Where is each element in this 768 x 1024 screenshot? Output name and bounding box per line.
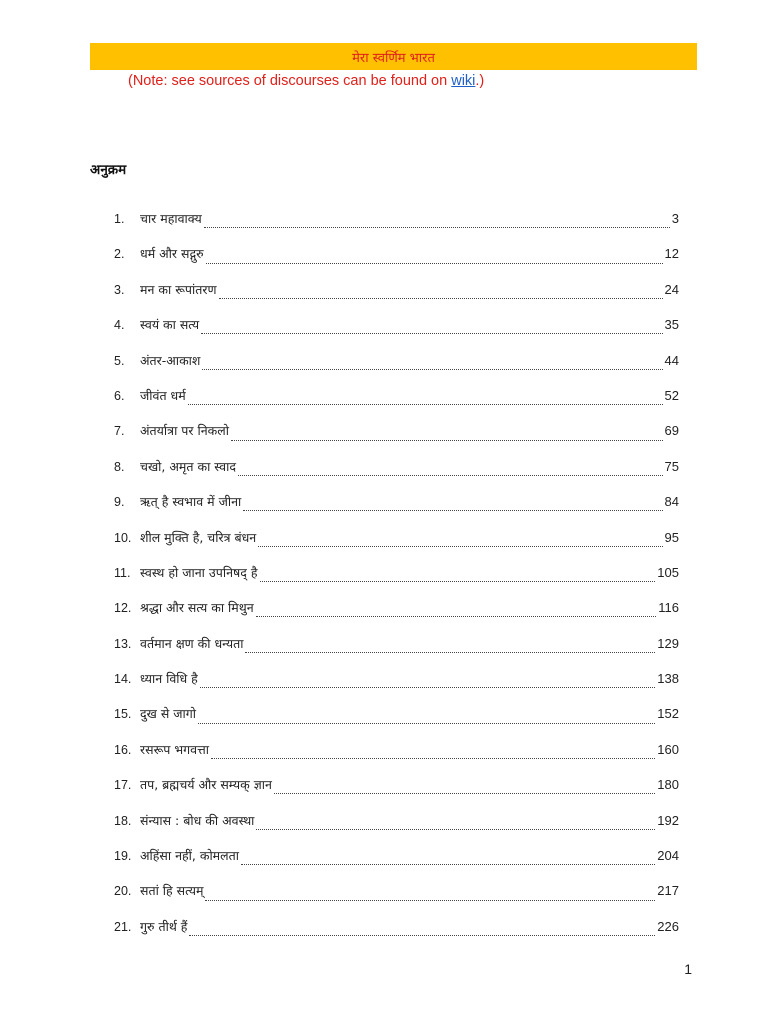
contents-heading: अनुक्रम xyxy=(90,162,127,178)
page-number: 1 xyxy=(684,961,692,977)
toc-entry[interactable] xyxy=(114,915,679,950)
toc-entry-title: रसरूप भगवत्ता xyxy=(140,741,209,757)
toc-entry[interactable] xyxy=(114,596,679,631)
toc-entry[interactable] xyxy=(114,738,679,773)
toc-entry-page: 116 xyxy=(658,600,679,616)
note-text-before: (Note: see sources of discourses can be found on xyxy=(128,73,452,89)
toc-entry-number: 7. xyxy=(114,424,125,439)
toc-entry-number: 3. xyxy=(114,282,125,297)
dot-leader xyxy=(245,652,655,653)
toc-entry-number: 2. xyxy=(114,247,125,262)
dot-leader xyxy=(205,900,655,901)
toc-entry-title: चखो, अमृत का स्वाद xyxy=(140,458,236,474)
toc-entry[interactable] xyxy=(114,242,679,277)
toc-entry-number: 13. xyxy=(114,636,132,651)
table-of-contents xyxy=(114,207,679,950)
toc-entry-page: 204 xyxy=(657,848,679,864)
toc-entry-title: सतां हि सत्यम् xyxy=(140,883,204,899)
toc-entry-page: 105 xyxy=(657,564,679,580)
toc-entry-number: 8. xyxy=(114,459,125,474)
dot-leader xyxy=(260,581,656,582)
dot-leader xyxy=(274,793,655,794)
toc-entry-page: 138 xyxy=(657,671,679,687)
toc-entry[interactable] xyxy=(114,667,679,702)
toc-entry-page: 24 xyxy=(664,281,679,297)
toc-entry-number: 20. xyxy=(114,884,132,899)
toc-entry-number: 9. xyxy=(114,495,125,510)
dot-leader xyxy=(256,616,657,617)
toc-entry[interactable] xyxy=(114,455,679,490)
toc-entry-page: 44 xyxy=(664,352,679,368)
dot-leader xyxy=(198,723,655,724)
toc-entry[interactable] xyxy=(114,207,679,242)
dot-leader xyxy=(206,263,663,264)
dot-leader xyxy=(189,935,655,936)
toc-entry-number: 11. xyxy=(114,565,131,580)
toc-entry-number: 19. xyxy=(114,849,132,864)
dot-leader xyxy=(200,687,655,688)
dot-leader xyxy=(202,369,662,370)
toc-entry[interactable] xyxy=(114,773,679,808)
toc-entry-number: 1. xyxy=(114,212,125,226)
toc-entry-title: संन्यास : बोध की अवस्था xyxy=(140,812,255,828)
toc-entry-title: ऋत् है स्वभाव में जीना xyxy=(140,494,242,510)
toc-entry-title: मन का रूपांतरण xyxy=(140,281,217,297)
dot-leader xyxy=(258,546,662,547)
toc-entry-number: 18. xyxy=(114,813,132,828)
toc-entry-title: स्वयं का सत्य xyxy=(140,317,200,333)
dot-leader xyxy=(188,404,663,405)
toc-entry-number: 17. xyxy=(114,778,132,793)
toc-entry-number: 4. xyxy=(114,318,125,333)
sources-note xyxy=(128,73,484,89)
toc-entry[interactable] xyxy=(114,809,679,844)
toc-entry-page: 12 xyxy=(664,246,679,262)
toc-entry[interactable] xyxy=(114,278,679,313)
toc-entry-title: चार महावाक्य xyxy=(140,211,202,226)
dot-leader xyxy=(211,758,655,759)
toc-entry-page: 84 xyxy=(664,494,679,510)
toc-entry-page: 180 xyxy=(657,777,679,793)
toc-entry-title: तप, ब्रह्मचर्य और सम्यक् ज्ञान xyxy=(140,777,272,793)
dot-leader xyxy=(219,298,663,299)
toc-entry-page: 129 xyxy=(657,635,679,651)
toc-entry-number: 5. xyxy=(114,353,125,368)
title-banner xyxy=(90,43,697,70)
toc-entry[interactable] xyxy=(114,561,679,596)
toc-entry-page: 217 xyxy=(657,883,679,899)
toc-entry[interactable] xyxy=(114,313,679,348)
toc-entry-title: गुरु तीर्थ हैं xyxy=(140,918,188,934)
toc-entry-page: 75 xyxy=(664,458,679,474)
toc-entry-number: 10. xyxy=(114,530,132,545)
toc-entry-page: 152 xyxy=(657,706,679,722)
toc-entry-title: स्वस्थ हो जाना उपनिषद् है xyxy=(140,564,258,580)
toc-entry-title: शील मुक्ति है, चरित्र बंधन xyxy=(140,529,257,545)
toc-entry-number: 6. xyxy=(114,388,125,403)
dot-leader xyxy=(201,333,662,334)
toc-entry-page: 3 xyxy=(671,211,679,226)
toc-entry-title: धर्म और सद्गुरु xyxy=(140,246,204,262)
toc-entry-page: 95 xyxy=(664,529,679,545)
toc-entry-title: अहिंसा नहीं, कोमलता xyxy=(140,848,239,864)
toc-entry[interactable] xyxy=(114,879,679,914)
toc-entry[interactable] xyxy=(114,349,679,384)
toc-entry-page: 52 xyxy=(664,387,679,403)
toc-entry-number: 21. xyxy=(114,919,132,934)
toc-entry-number: 12. xyxy=(114,601,132,616)
toc-entry[interactable] xyxy=(114,844,679,879)
toc-entry[interactable] xyxy=(114,384,679,419)
banner-title: मेरा स्वर्णिम भारत xyxy=(352,50,435,66)
toc-entry-number: 15. xyxy=(114,707,132,722)
dot-leader xyxy=(256,829,655,830)
toc-entry-title: श्रद्धा और सत्य का मिथुन xyxy=(140,600,254,616)
toc-entry[interactable] xyxy=(114,490,679,525)
toc-entry-page: 160 xyxy=(657,741,679,757)
toc-entry-number: 14. xyxy=(114,672,132,687)
toc-entry-title: अंतर-आकाश xyxy=(140,352,201,368)
dot-leader xyxy=(204,227,670,228)
toc-entry-page: 192 xyxy=(657,812,679,828)
toc-entry-title: दुख से जागो xyxy=(140,706,197,722)
wiki-link[interactable]: wiki xyxy=(451,73,476,89)
toc-entry-title: जीवंत धर्म xyxy=(140,387,186,403)
toc-entry-page: 226 xyxy=(657,918,679,934)
toc-entry[interactable] xyxy=(114,632,679,667)
toc-entry-page: 35 xyxy=(664,317,679,333)
toc-entry-page: 69 xyxy=(664,423,679,439)
toc-entry-number: 16. xyxy=(114,742,132,757)
toc-entry-title: ध्यान विधि है xyxy=(140,671,198,687)
toc-entry-title: अंतर्यात्रा पर निकलो xyxy=(140,423,229,439)
note-text-after: .) xyxy=(475,73,485,89)
dot-leader xyxy=(231,440,663,441)
toc-entry[interactable] xyxy=(114,526,679,561)
toc-entry[interactable] xyxy=(114,702,679,737)
toc-entry[interactable] xyxy=(114,419,679,454)
toc-entry-title: वर्तमान क्षण की धन्यता xyxy=(140,635,244,651)
dot-leader xyxy=(243,510,662,511)
dot-leader xyxy=(238,475,663,476)
dot-leader xyxy=(241,864,655,865)
